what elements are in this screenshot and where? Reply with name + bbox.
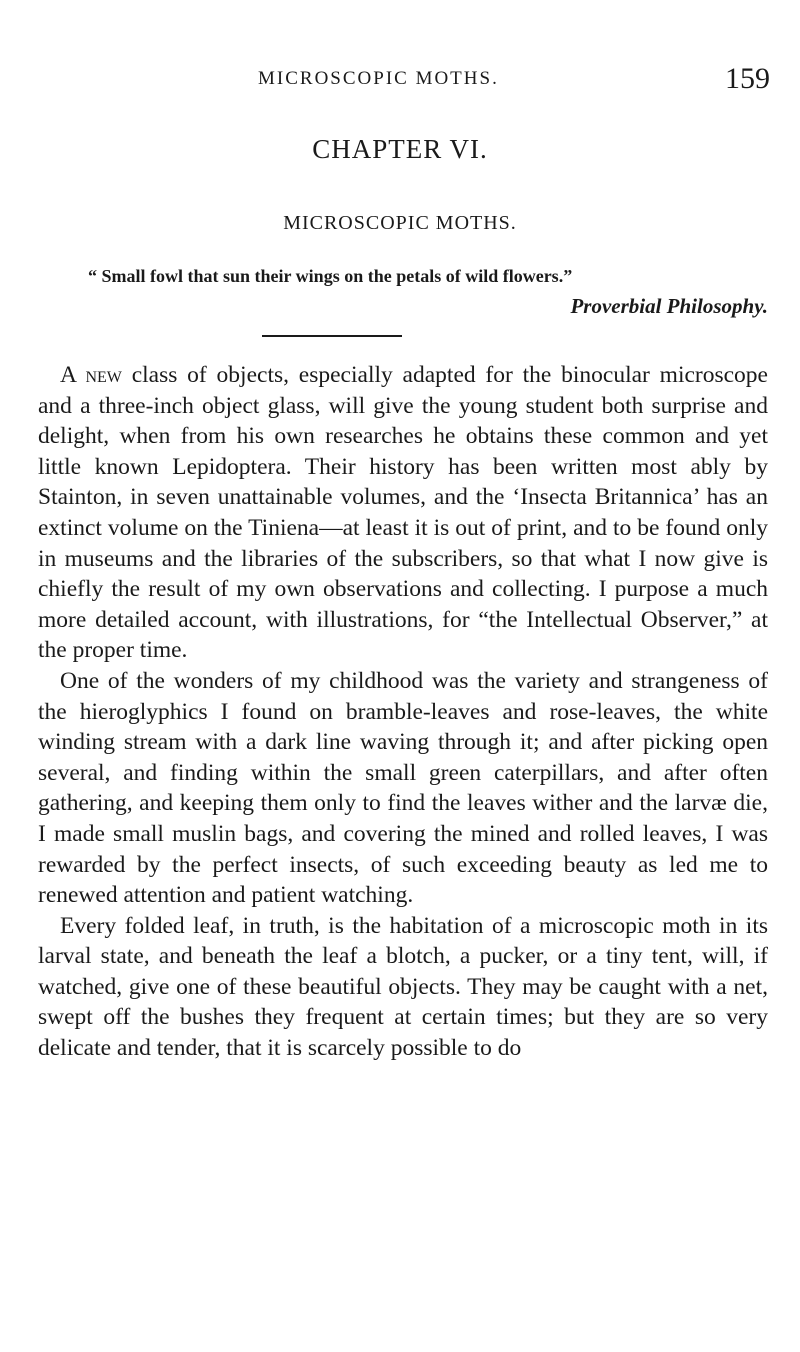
paragraph-1	[38, 360, 768, 666]
epigraph-source: Proverbial Philosophy.	[570, 294, 768, 318]
paragraph-2: One of the wonders of my childhood was the variety and strangeness of the hieroglyphics I found on bramble-leaves and rose-leaves, the white winding stream with a dark line waving through it; and after picking open several, and finding within the small green caterpillars, and after often gathering, and keeping them only to find the leaves wither and the larvæ die, I made small muslin bags, and covering the mined and rolled leaves, I was rewarded by the perfect insects, of such exceeding beauty as led me to renewed attention and patient watching.	[38, 667, 768, 909]
section-divider	[262, 335, 402, 337]
body-text	[38, 360, 768, 1064]
page-number: 159	[725, 62, 770, 95]
paragraph-1-text: class of objects, especially adapted for the binocular microscope and a three-inch object glass, will give the young student both surprise and delight, when from his own researches he obtains these common and yet little known Lepidoptera. Their history has been written most ably by Stainton, in seven unattainable volumes, and the ‘Insecta Britannica’ has an extinct volume on the Tiniena—at least it is out of print, and to be found only in museums and the libraries of the subscribers, so that what I now give is chiefly the result of my own observations and collecting. I purpose a much more detailed account, with illustrations, for “the Intellectual Observer,” at the proper time.	[38, 362, 768, 664]
paragraph-3: Every folded leaf, in truth, is the habitation of a microscopic moth in its larval state, and beneath the leaf a blotch, a pucker, or a tiny tent, will, if watched, give one of these beautiful objects. They may be caught with a net, swept off the bushes they frequent at certain times; but they are so very delicate and tender, that it is scarcely possible to do	[38, 912, 768, 1062]
running-head	[70, 62, 770, 98]
epigraph-quote: “ Small fowl that sun their wings on the petals of wild flowers.”	[88, 266, 573, 286]
section-title: MICROSCOPIC MOTHS.	[283, 212, 517, 234]
chapter-title: CHAPTER VI.	[312, 134, 488, 164]
paragraph-lead: A new	[60, 362, 122, 388]
running-title: MICROSCOPIC MOTHS.	[258, 68, 499, 89]
